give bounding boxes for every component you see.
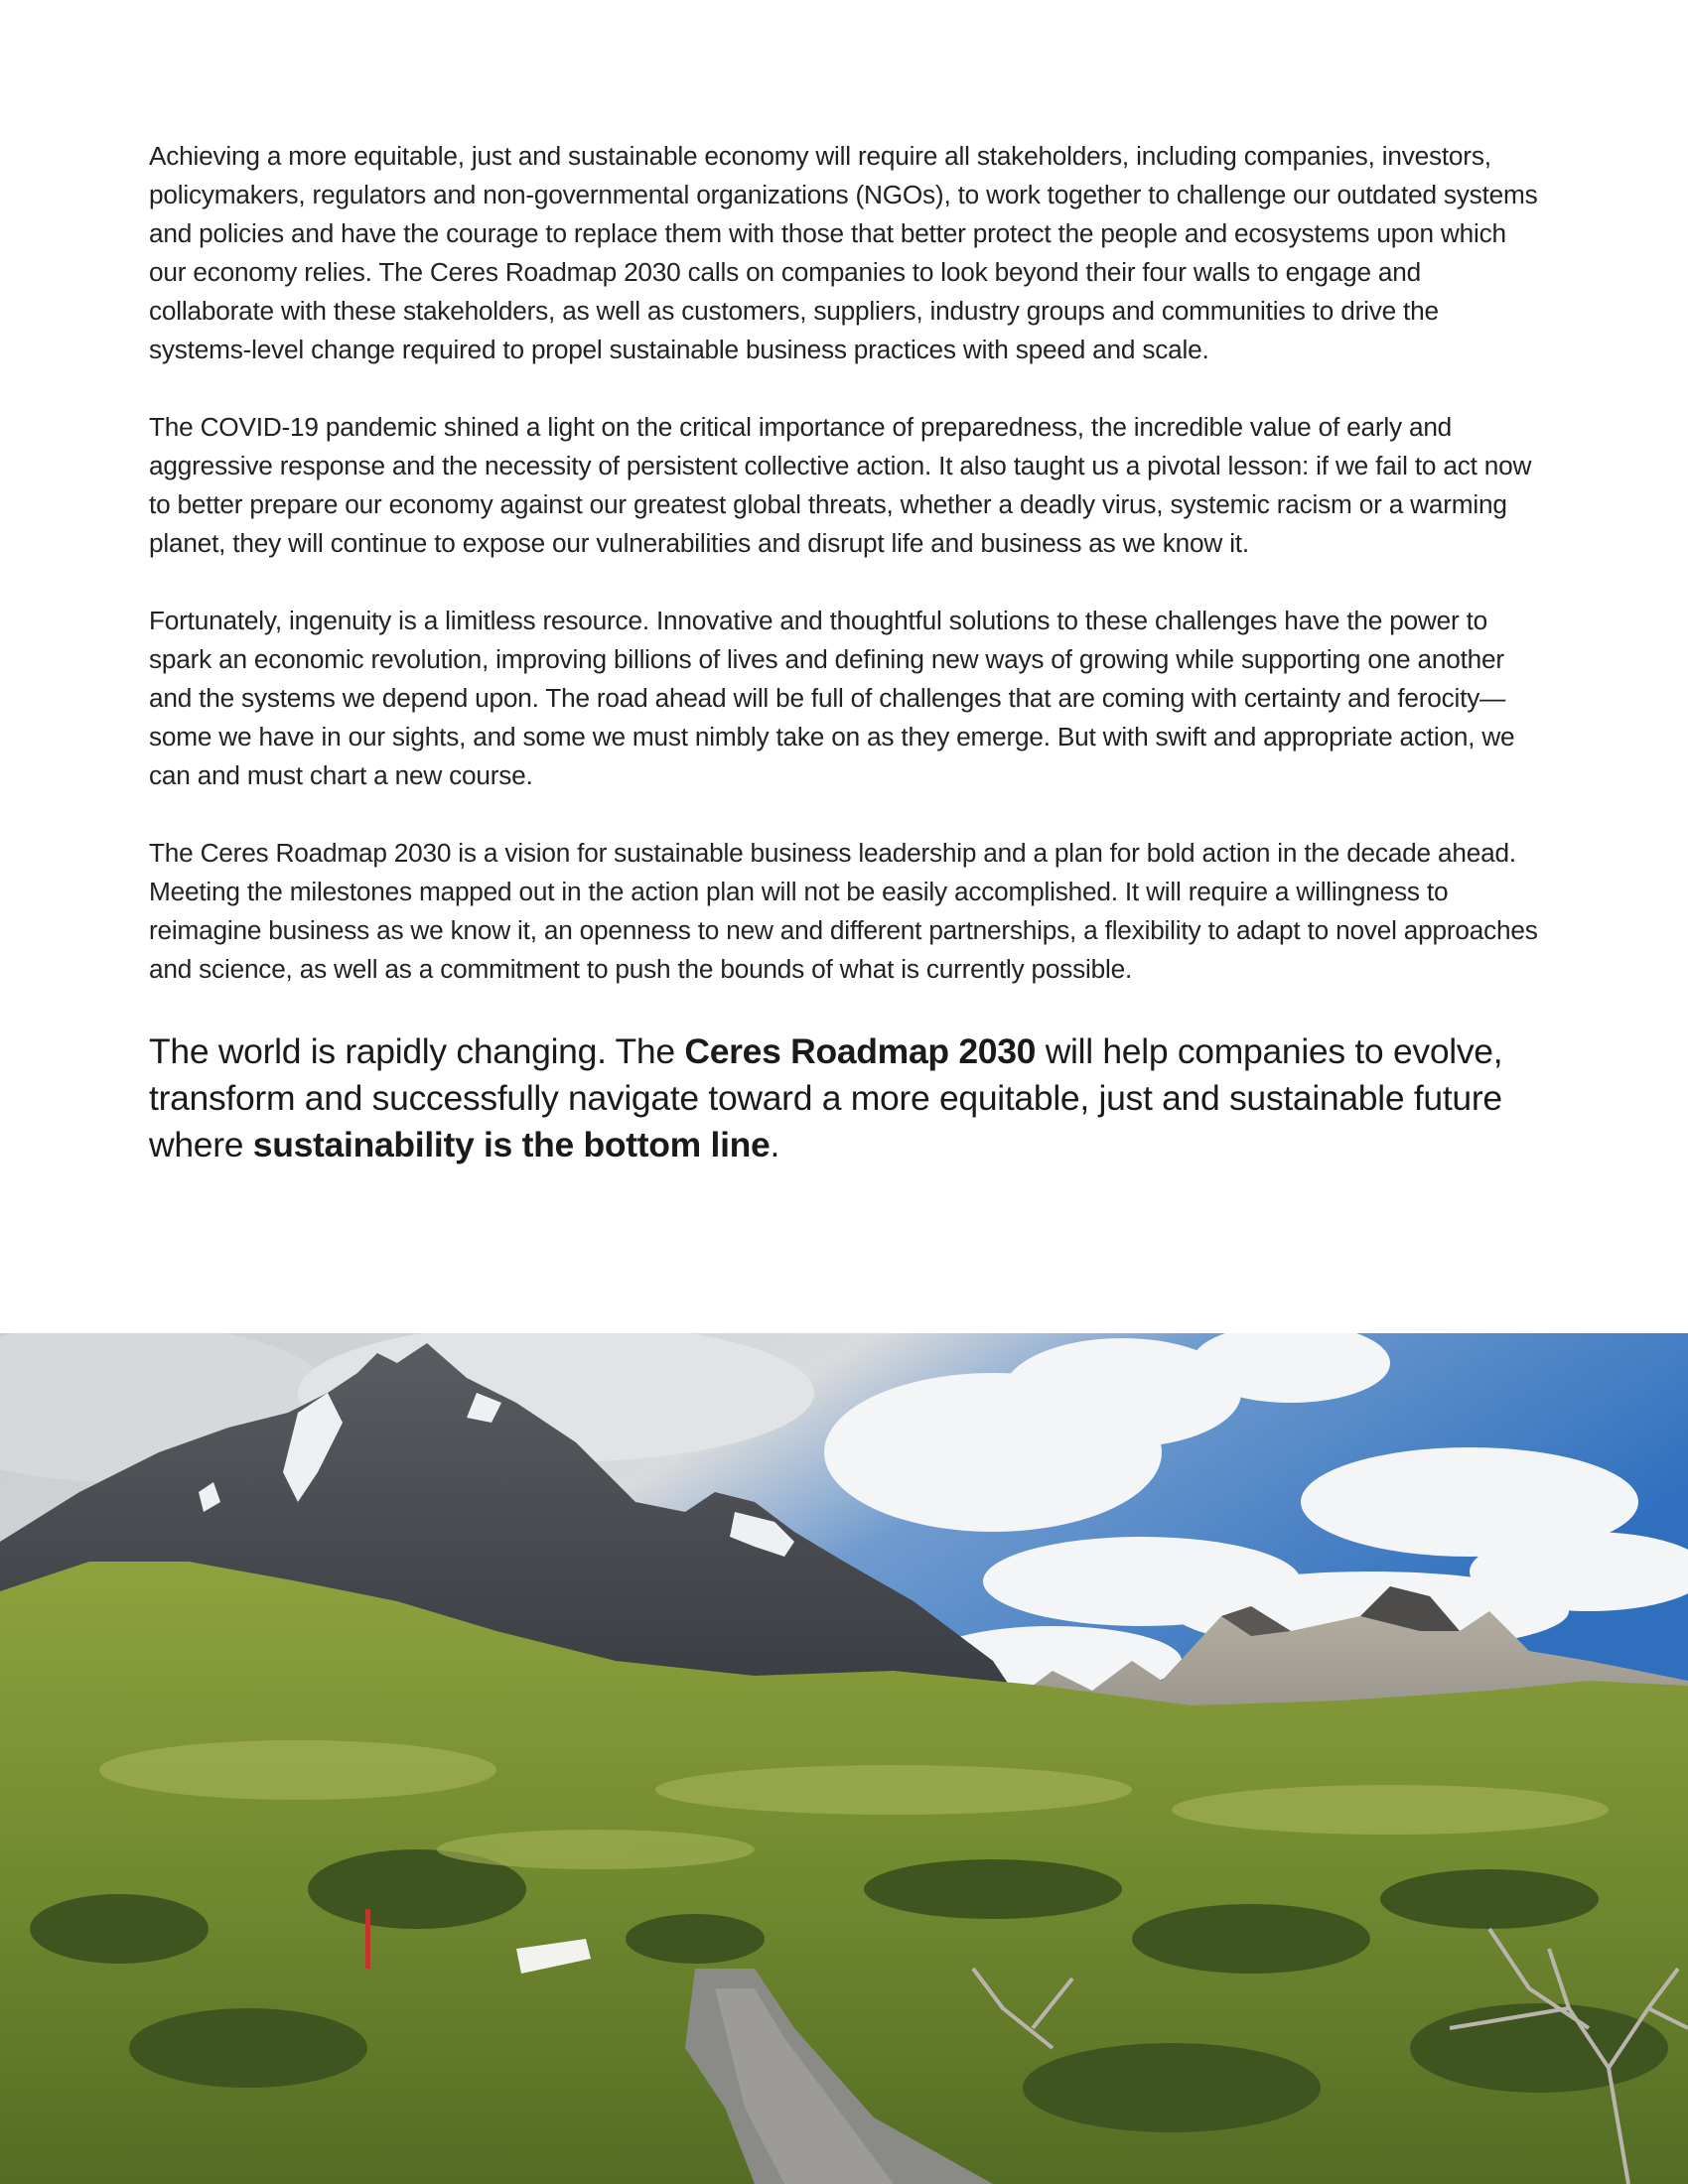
pull-quote-text-1: The world is rapidly changing. The [149, 1031, 685, 1071]
body-paragraph-4: The Ceres Roadmap 2030 is a vision for sustainable business leadership and a plan for bold action in the decade ahead. Meeting the milestones mapped out in the action plan will not be easily accomplished. It will require a willingness to reimagine business as we know it, an openness to new and different partnerships, a flexibility to adapt to novel approaches and science, as well as a commitment to push the bounds of what is currently possible. [149, 838, 1538, 984]
pull-quote-text-3: . [770, 1125, 780, 1164]
body-paragraph-2: The COVID-19 pandemic shined a light on the critical importance of preparedness, the incredible value of early and aggressive response and the necessity of persistent collective action. It also taught us a pivotal lesson: if we fail to act now to better prepare our economy against our greatest global threats, whether a deadly virus, systemic racism or a warming planet, they will continue to expose our vulnerabilities and disrupt life and business as we know it. [149, 412, 1532, 558]
pull-quote [149, 1028, 1539, 1168]
body-paragraph-1: Achieving a more equitable, just and sustainable economy will require all stakeholders, including companies, investors, policymakers, regulators and non-governmental organizations (NGOs), to work together to challenge our outdated systems and policies and have the courage to replace them with those that better protect the people and ecosystems upon which our economy relies. The Ceres Roadmap 2030 calls on companies to look beyond their four walls to engage and collaborate with these stakeholders, as well as customers, suppliers, industry groups and communities to drive the systems-level change required to propel sustainable business practices with speed and scale. [149, 141, 1538, 364]
pull-quote-emphasis-ceres-roadmap: Ceres Roadmap 2030 [684, 1031, 1037, 1071]
pull-quote-emphasis-bottom-line: sustainability is the bottom line [252, 1125, 771, 1164]
text-column [149, 137, 1539, 1168]
landscape-photo [0, 1333, 1688, 2184]
body-paragraph-3: Fortunately, ingenuity is a limitless resource. Innovative and thoughtful solutions to these challenges have the power to spark an economic revolution, improving billions of lives and defining new ways of growing while supporting one another and the systems we depend upon. The road ahead will be full of challenges that are coming with certainty and ferocity—some we have in our sights, and some we must nimbly take on as they emerge. But with swift and appropriate action, we can and must chart a new course. [149, 606, 1515, 790]
pull-quote-text-2: will help companies to evolve, transform and successfully navigate toward a more equitable, just and sustainable future where [149, 1031, 1503, 1164]
